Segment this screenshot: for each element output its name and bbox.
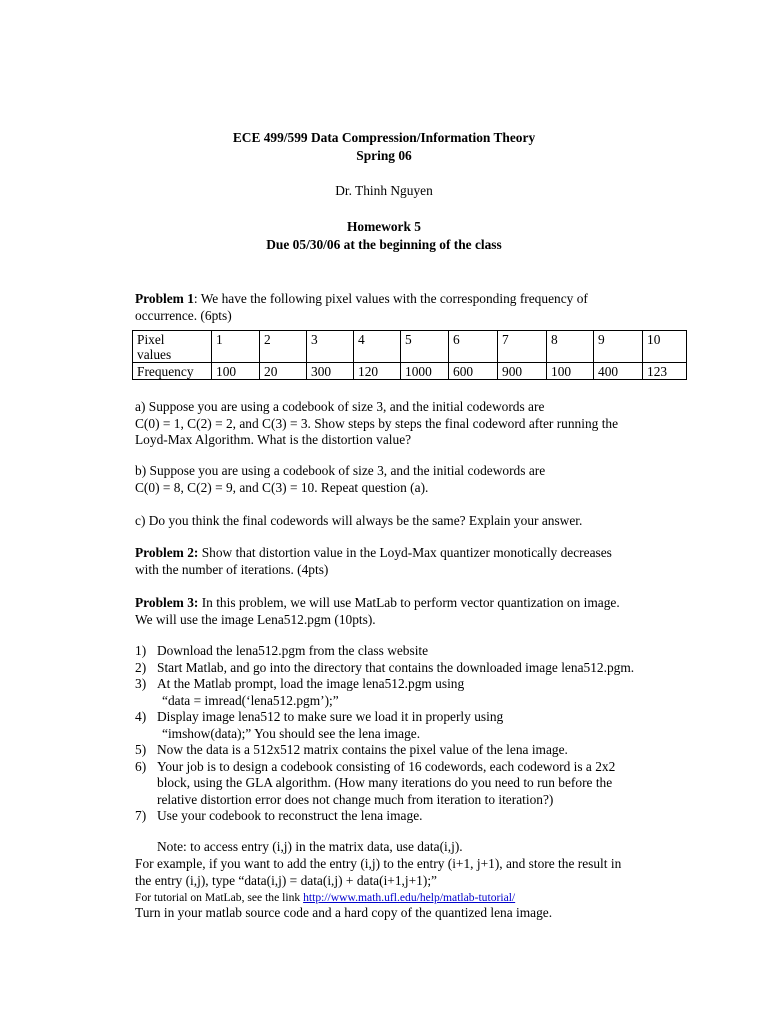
step-text: “data = imread(‘lena512.pgm’);” xyxy=(162,692,339,708)
table-cell: 6 xyxy=(449,331,498,363)
part-b-line: C(0) = 8, C(2) = 9, and C(3) = 10. Repeat question (a). xyxy=(135,479,429,495)
table-cell: 3 xyxy=(307,331,354,363)
list-item xyxy=(135,643,695,660)
table-cell: 8 xyxy=(547,331,594,363)
part-a-line: Loyd-Max Algorithm. What is the distortion value? xyxy=(135,432,412,447)
matlab-tutorial-link[interactable]: http://www.math.ufl.edu/help/matlab-tutorial/ xyxy=(303,891,516,904)
table-row xyxy=(133,331,687,363)
table-cell: 123 xyxy=(643,363,687,380)
table-cell: 10 xyxy=(643,331,687,363)
example-line: For example, if you want to add the entry (i,j) to the entry (i+1, j+1), and store the result in xyxy=(135,856,622,871)
step-text: Start Matlab, and go into the directory that contains the downloaded image lena512.pgm. xyxy=(157,659,635,675)
problem3-label: Problem 3: xyxy=(135,595,199,610)
step-number: 5) xyxy=(135,742,147,757)
problem3-line2: We will use the image Lena512.pgm (10pts). xyxy=(135,611,376,627)
problem3 xyxy=(135,595,680,628)
table-cell: 100 xyxy=(212,363,260,380)
problem2-line1: Show that distortion value in the Loyd-Max quantizer monotically decreases xyxy=(198,545,612,560)
step-text: relative distortion error does not change much from iteration to iteration?) xyxy=(157,791,554,807)
table-cell: 2 xyxy=(260,331,307,363)
step-text: At the Matlab prompt, load the image lena512.pgm using xyxy=(157,676,465,691)
problem1-label: Problem 1 xyxy=(135,291,194,306)
list-item xyxy=(135,660,695,677)
table-cell: 7 xyxy=(498,331,547,363)
step-text: Display image lena512 to make sure we load it in properly using xyxy=(157,709,504,724)
problem1-intro-line1: : We have the following pixel values with the corresponding frequency of xyxy=(193,291,588,306)
part-b-line: b) Suppose you are using a codebook of size 3, and the initial codewords are xyxy=(135,463,546,478)
list-item xyxy=(135,676,695,709)
problem1-part-a xyxy=(135,399,680,449)
table-cell: 900 xyxy=(498,363,547,380)
list-item xyxy=(135,709,695,742)
step-number: 4) xyxy=(135,709,147,724)
problem1-intro xyxy=(135,291,680,324)
problem2-label: Problem 2: xyxy=(135,545,199,560)
step-text: Your job is to design a codebook consisting of 16 codewords, each codeword is a 2x2 xyxy=(157,758,616,774)
part-c-line: c) Do you think the final codewords will always be the same? Explain your answer. xyxy=(135,513,583,528)
table-cell: 120 xyxy=(354,363,401,380)
step-text: block, using the GLA algorithm. (How many iterations do you need to run before the xyxy=(157,775,613,790)
table-header-frequency: Frequency xyxy=(133,363,212,380)
table-cell: 5 xyxy=(401,331,449,363)
step-text: “imshow(data);” You should see the lena image. xyxy=(162,725,421,741)
step-number: 1) xyxy=(135,643,147,658)
problem3-steps xyxy=(135,643,695,825)
pixel-frequency-table xyxy=(132,330,687,380)
example-line: the entry (i,j), type “data(i,j) = data(i,j) + data(i+1,j+1);” xyxy=(135,873,437,888)
step-number: 7) xyxy=(135,808,147,823)
table-cell: 100 xyxy=(547,363,594,380)
table-cell: 300 xyxy=(307,363,354,380)
problem2 xyxy=(135,545,680,578)
step-number: 6) xyxy=(135,758,147,774)
table-cell: 400 xyxy=(594,363,643,380)
table-header-pixel-values: Pixel values xyxy=(133,331,212,363)
turn-in-line: Turn in your matlab source code and a hard copy of the quantized lena image. xyxy=(135,905,553,920)
due-date: Due 05/30/06 at the beginning of the class xyxy=(266,237,502,252)
step-text: Use your codebook to reconstruct the lena image. xyxy=(157,808,423,823)
problem2-line2: with the number of iterations. (4pts) xyxy=(135,561,329,577)
problem1-part-b xyxy=(135,463,680,496)
term: Spring 06 xyxy=(356,148,412,163)
table-row xyxy=(133,363,687,380)
table-cell: 4 xyxy=(354,331,401,363)
table-cell: 9 xyxy=(594,331,643,363)
step-text: Now the data is a 512x512 matrix contains the pixel value of the lena image. xyxy=(157,742,568,757)
part-a-line: C(0) = 1, C(2) = 2, and C(3) = 3. Show steps by steps the final codeword after running the xyxy=(135,415,619,431)
instructor-name: Dr. Thinh Nguyen xyxy=(335,183,433,198)
course-title: ECE 499/599 Data Compression/Information Theory xyxy=(232,130,536,145)
note-line: Note: to access entry (i,j) in the matrix data, use data(i,j). xyxy=(157,839,463,854)
list-item xyxy=(135,759,695,809)
step-number: 2) xyxy=(135,659,147,675)
step-number: 3) xyxy=(135,676,147,691)
table-cell: 1000 xyxy=(401,363,449,380)
table-cell: 20 xyxy=(260,363,307,380)
problem1-part-c xyxy=(135,513,680,530)
step-text: Download the lena512.pgm from the class website xyxy=(157,643,429,658)
tutorial-prefix: For tutorial on MatLab, see the link xyxy=(135,891,304,904)
assignment-title: Homework 5 xyxy=(346,219,421,234)
table-cell: 1 xyxy=(212,331,260,363)
problem1-intro-line2: occurrence. (6pts) xyxy=(135,307,232,323)
problem3-line1: In this problem, we will use MatLab to perform vector quantization on image. xyxy=(198,595,620,610)
list-item xyxy=(135,808,695,825)
table-cell: 600 xyxy=(449,363,498,380)
part-a-line: a) Suppose you are using a codebook of size 3, and the initial codewords are xyxy=(135,399,545,414)
list-item xyxy=(135,742,695,759)
